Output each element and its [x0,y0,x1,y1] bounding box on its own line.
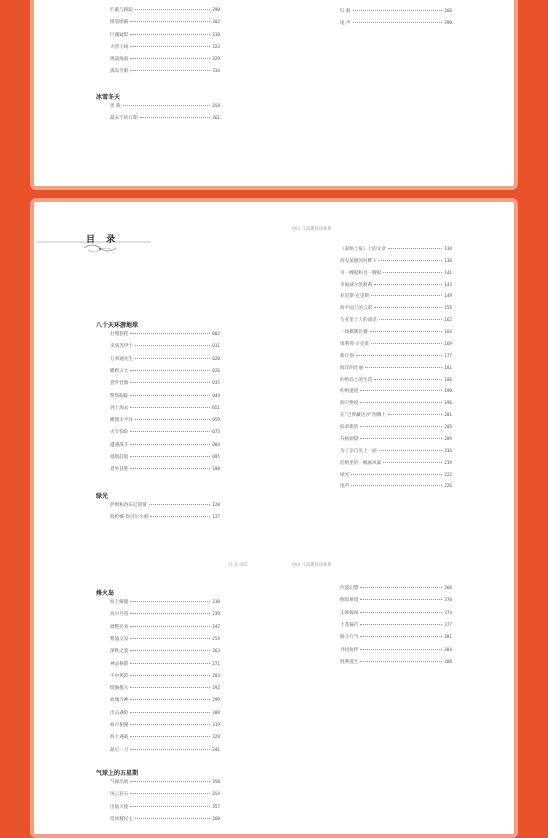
dot-leader [130,724,210,725]
toc-entry-title: 上苍漏召 [340,622,359,628]
toc-entry-page: 205 [444,425,452,431]
toc-entry[interactable] [110,406,220,412]
toc-entry[interactable] [110,711,220,717]
toc-entry-page: 377 [444,622,452,628]
dot-leader [383,462,442,463]
toc-entry[interactable] [340,271,452,277]
toc-entry-title: 到上海去 [110,405,129,411]
toc-entry-page: 310 [212,32,220,38]
toc-entry-title: 投放移民主 [110,816,133,822]
toc-entry-title: 挑战海面 [110,57,129,62]
toc-entry-title: 海上遇战 [110,735,129,741]
running-header-left: 目 录 005 [228,563,248,568]
dot-leader [351,474,442,475]
toc-entry-page: 370 [444,598,452,604]
toc-entry-title: 遭遇战斗 [110,442,129,448]
toc-entry[interactable] [110,662,220,668]
toc-entry[interactable] [340,9,452,15]
toc-entry-page: 239 [212,612,220,618]
dot-leader [360,390,442,391]
dot-leader [130,749,210,750]
toc-entry-page: 035 [212,381,220,387]
toc-entry-page: 388 [444,659,452,665]
dot-leader [379,319,442,320]
toc-entry[interactable] [110,332,220,338]
dot-leader [356,355,442,356]
dot-leader [360,402,442,403]
dot-leader [130,781,210,782]
dot-leader [130,699,210,700]
toc-entry[interactable] [340,247,452,253]
toc-entry-title: 风云岩石 [110,792,129,798]
dot-leader [130,46,210,47]
toc-entry-page: 319 [212,723,220,728]
toc-entry-title: 尾声 [340,484,350,490]
toc-entry-page: 360 [212,816,220,822]
dot-leader [379,260,442,261]
toc-entry-page: 341 [212,747,220,753]
toc-entry-page: 051 [212,405,220,411]
dot-leader [130,34,210,35]
toc-entry-page: 141 [444,270,452,276]
toc-entry-title: 繁盛交易 [110,636,129,642]
dot-leader [365,367,442,368]
dot-leader [149,504,210,505]
toc-entry-page: 271 [212,661,220,667]
toc-entry[interactable] [110,612,220,618]
toc-entry-title: 亚里斯·克里斯 [340,294,370,300]
toc-entry[interactable] [340,378,452,384]
toc-entry[interactable] [340,598,452,604]
dot-leader [135,818,210,819]
dot-leader [135,358,210,359]
toc-entry-page: 162 [444,318,452,324]
toc-entry[interactable] [110,455,220,461]
toc-entry-page: 059 [212,418,220,424]
toc-entry-title: 孤岛冬眠 [110,69,129,75]
toc-entry[interactable] [110,674,220,680]
toc-entry-title: 奥利弗·辛克莱 [340,341,370,347]
dot-leader [130,663,210,664]
dot-leader [374,307,442,308]
toc-entry-title: 洞穴绝境 [340,401,359,407]
dot-leader [130,675,210,676]
toc-entry[interactable] [110,0,220,2]
toc-entry-title: 神灵格斯 [110,661,129,667]
toc-entry-title: 尾 声 [340,21,351,26]
dot-leader [130,21,210,22]
toc-entry-title: 与亚里士人的谈话 [340,318,377,324]
toc-entry-title: 萨姆和西布尼舅舅 [110,502,147,508]
toc-entry[interactable] [340,611,452,617]
toc-entry[interactable] [340,21,452,27]
toc-entry-page: 299 [212,698,220,704]
toc-entry-page: 120 [212,502,220,508]
toc-entry-title: 意外获胜 [110,467,129,473]
toc-entry-title: 横渡太平洋 [110,418,133,424]
toc-entry[interactable] [340,354,452,360]
toc-entry-title: 新计划 [340,353,354,359]
toc-entry-title: 约纳遗迹 [340,389,359,395]
dot-leader [130,456,210,457]
dot-leader [130,601,210,602]
toc-entry[interactable] [340,623,452,629]
toc-entry[interactable] [110,57,220,63]
dot-leader [130,333,210,334]
toc-entry-title: 拦截与跟踪 [110,8,133,14]
toc-entry-page: 247 [212,624,220,630]
toc-entry[interactable] [340,294,452,300]
toc-entry[interactable] [110,817,220,823]
toc-entry-page: 020 [212,356,220,362]
toc-entry-page: 169 [444,341,452,347]
toc-entry[interactable] [110,625,220,631]
dot-leader [388,414,442,415]
toc-entry-page: 366 [444,9,452,14]
toc-entry-page: 201 [444,413,452,419]
toc-entry-page: 044 [212,393,220,399]
dot-leader [130,613,210,614]
dot-leader [130,468,210,469]
toc-entry[interactable] [110,357,220,363]
toc-entry-title: 黑 熊 [110,104,121,109]
dot-leader [374,379,442,380]
toc-entry[interactable] [340,389,452,395]
toc-entry-page: 329 [212,57,220,62]
toc-entry-title: 最后一刀 [110,747,129,753]
dot-leader [135,419,210,420]
toc-entry-title: 愤怒暗礁 [110,20,129,26]
dot-leader [130,650,210,651]
toc-entry-page: 186 [444,377,452,383]
toc-entry-page: 216 [444,448,452,454]
top-page [30,0,518,190]
toc-entry[interactable] [340,484,452,490]
toc-entry[interactable] [110,33,220,39]
toc-entry[interactable] [110,503,220,509]
dot-leader [360,438,442,439]
toc-entry[interactable] [340,283,452,289]
section-heading: 八十天环游地球 [96,322,139,329]
toc-entry-page: 143 [444,282,452,288]
toc-page [30,198,518,838]
dot-leader [360,624,442,625]
toc-entry[interactable] [110,698,220,704]
toc-entry-page: 209 [444,436,452,442]
dot-leader [371,343,442,344]
dot-leader [383,272,442,273]
toc-entry-page: 127 [212,514,220,520]
dot-leader [130,638,210,639]
toc-entry-page: 164 [444,330,452,336]
toc-entry-page: 149 [444,294,452,300]
dot-leader [130,444,210,445]
toc-entry[interactable] [110,381,220,387]
toc-entry-page: 095 [212,455,220,460]
toc-entry-page: 254 [212,636,220,642]
dot-leader [130,626,210,627]
dot-leader [130,687,210,688]
dot-leader [123,105,211,106]
dot-leader [130,407,210,408]
toc-entry-title: 为了亲自见上一面 [340,448,377,454]
toc-entry-page: 381 [444,635,452,641]
toc-entry-page [212,0,220,2]
dot-leader [360,587,442,588]
toc-entry[interactable] [340,330,452,336]
toc-entry-title: 故城寺神 [110,698,129,704]
toc-entry-page: 230 [212,600,220,605]
toc-entry-page: 374 [444,610,452,616]
toc-entry[interactable] [110,104,220,110]
toc-entry-page: 177 [444,353,452,359]
toc-entry[interactable] [340,449,452,455]
toc-entry-title: 海上解储 [110,600,129,605]
toc-entry[interactable] [340,306,452,312]
toc-entry[interactable] [110,45,220,51]
dot-leader [360,661,442,662]
toc-entry[interactable] [110,649,220,655]
toc-entry-title: 倒坂难境 [340,598,359,604]
dot-leader [130,806,210,807]
toc-entry-title: 一场棋牌比赛 [340,330,368,336]
toc-entry-title: 尖席嫁闲 [340,610,359,616]
dot-leader [360,599,442,600]
toc-entry[interactable] [340,437,452,443]
dot-leader [360,649,442,650]
toc-entry[interactable] [110,344,220,350]
dot-leader [351,485,442,486]
dot-leader [140,117,211,118]
dot-leader [353,10,443,11]
dot-leader [370,331,443,332]
toc-entry[interactable] [110,780,220,786]
toc-entry[interactable] [340,660,452,666]
toc-entry[interactable] [110,686,220,692]
toc-entry-title: 不中风险 [110,673,129,679]
toc-entry-title: 胜利逃生 [340,659,359,665]
dot-leader [130,431,210,432]
toc-entry[interactable] [110,792,220,798]
toc-entry-title: 路斗行当 [340,635,359,641]
toc-entry[interactable] [340,366,452,372]
toc-entry[interactable] [340,473,452,479]
toc-entry[interactable] [340,259,452,265]
toc-entry-title: 打赌旅程 [110,332,129,337]
toc-entry-page: 130 [444,247,452,252]
toc-entry-page: 357 [212,804,220,810]
toc-entry-title: 另一艘船和另一艘船 [340,270,382,276]
toc-entry-page: 309 [212,710,220,716]
toc-entry-page: 263 [212,649,220,655]
dot-leader [130,58,210,59]
toc-entry-title: 警察跟踪 [110,393,129,399]
toc-entry[interactable] [110,735,220,741]
toc-entry-page: 384 [444,647,452,653]
dot-leader [130,793,210,794]
toc-entry-title: 气球出航 [110,779,129,785]
toc-entry-title: 来到苏伊士 [110,344,133,350]
toc-entry-title: 归 航 [340,9,351,14]
toc-entry[interactable] [110,430,220,436]
toc-entry-page: 290 [212,8,220,14]
toc-entry-title: 约纳岛上的生活 [340,377,373,383]
toc-entry-title: 幸福威尔凯莉莉 [340,282,373,288]
toc-entry-page: 222 [444,472,452,478]
toc-entry-page: 011 [212,344,220,350]
toc-entry-title: 出击遇险 [110,710,129,716]
toc-entry[interactable] [340,461,452,467]
toc-entry-page: 361 [212,116,220,121]
toc-entry[interactable] [340,413,452,419]
dot-leader [353,22,443,23]
toc-entry[interactable] [110,116,220,122]
section-heading: 烽火岛 [96,590,115,597]
toc-entry-title: 抵航赶船 [110,455,129,460]
section-heading: 绿光 [96,492,109,500]
toc-entry-title: 横跨五大 [110,368,129,374]
toc-entry-title [110,0,128,2]
dot-leader [379,450,442,451]
toc-entry[interactable] [110,515,220,521]
toc-entry[interactable] [110,805,220,811]
toc-entry[interactable] [340,586,452,592]
toc-entry-title: 深秋之宴 [110,649,129,655]
toc-entry-title: 大管干线 [110,44,129,50]
toc-entry[interactable] [110,443,220,449]
toc-entry-title: 高川号笛 [110,612,129,618]
running-header: 002 儿童趣科探索系 [292,227,332,232]
running-header-right: 004 儿童趣科探索系 [292,563,332,568]
toc-entry-title: 寻找伙伴 [340,647,359,653]
section-heading: 冰雪冬天 [96,94,121,101]
toc-entry-page: 108 [212,467,220,473]
toc-entry-page: 334 [212,69,220,75]
toc-entry-title: 海洋的壮丽 [340,365,363,371]
toc-entry-title: 伯纳里的一幅画风暴 [340,460,382,466]
toc-entry-title: 西克莱德河河畔下 [340,258,377,264]
dot-leader [150,516,210,517]
toc-entry-page: 283 [212,673,220,679]
toc-entry[interactable] [110,69,220,75]
dot-leader [130,370,210,371]
toc-entry-page: 350 [212,779,220,785]
page-title: 目 录 [86,235,120,245]
toc-entry-title: 火车惊险 [110,430,129,436]
toc-entry[interactable] [340,401,452,407]
toc-entry-title: 巨藻疑影 [110,32,129,38]
toc-entry[interactable] [110,369,220,375]
toc-entry-page: 368 [444,586,452,591]
toc-entry[interactable] [340,342,452,348]
toc-entry-title: 在“岂涉藏达沙”图腾上 [340,413,387,419]
toc-entry-title: 万事通先生 [110,356,133,362]
dot-leader [135,9,210,10]
toc-entry[interactable] [110,8,220,14]
toc-entry-title: 出航天使 [110,804,129,810]
toc-entry[interactable] [110,637,220,643]
toc-entry-title: 沙漠幻想 [340,586,359,591]
toc-entry[interactable] [110,467,220,473]
dot-leader [371,295,442,296]
toc-entry-page: 323 [212,44,220,50]
toc-entry-page: 219 [444,460,452,466]
dot-leader [130,736,210,737]
toc-entry[interactable] [340,635,452,641]
toc-entry-page: 358 [212,104,220,109]
toc-entry-title: 绿光 [340,472,350,478]
toc-entry-page: 292 [212,686,220,692]
toc-entry-page: 084 [212,442,220,448]
toc-entry-page: 155 [444,306,452,312]
toc-entry-page: 190 [444,389,452,395]
toc-entry[interactable] [340,648,452,654]
toc-entry-page: 390 [444,21,452,26]
toc-entry[interactable] [110,20,220,26]
toc-entry-page: 329 [212,735,220,741]
toc-entry[interactable] [110,418,220,424]
toc-entry[interactable] [110,394,220,400]
toc-entry-page: 226 [444,484,452,490]
toc-entry-page: 026 [212,368,220,374]
toc-entry-title: 芬格洞窟 [340,436,359,442]
dot-leader [360,612,442,613]
dot-leader [374,284,442,285]
toc-entry-page: 136 [444,258,452,264]
toc-entry-title: 最末个的日期 [110,116,138,121]
toc-entry-title: 奴隶新的 [340,425,359,431]
toc-entry-page: 302 [212,20,220,26]
toc-entry-title: 挺胸揽夫 [110,686,129,692]
dot-leader [388,248,442,249]
toc-entry-page: 181 [444,365,452,371]
dot-leader [130,712,210,713]
toc-entry-page: 354 [212,792,220,798]
dot-leader [130,70,210,71]
toc-entry-title: 调整民务 [110,624,129,630]
dot-leader [130,382,210,383]
toc-entry[interactable] [110,600,220,606]
dot-leader [130,395,210,396]
toc-entry-title: 意外营救 [110,381,129,387]
toc-entry-title: 《泰晤士报》上的文章 [340,247,386,252]
dot-leader [360,426,442,427]
toc-entry-title: 如月相聚 [110,723,129,728]
dot-leader [360,636,442,637]
toc-entry[interactable] [340,318,452,324]
toc-entry[interactable] [340,425,452,431]
toc-entry-page: 073 [212,430,220,436]
toc-entry-title: 海伦娜·坎贝尔小姐 [110,514,149,520]
toc-entry-title: 海平面上的云彩 [340,306,373,312]
section-heading: 气球上的五星期 [96,769,139,777]
toc-entry[interactable] [110,748,220,754]
toc-entry[interactable] [110,723,220,729]
toc-entry-page: 002 [212,332,220,337]
dot-leader [135,345,210,346]
toc-entry-page: 196 [444,401,452,407]
